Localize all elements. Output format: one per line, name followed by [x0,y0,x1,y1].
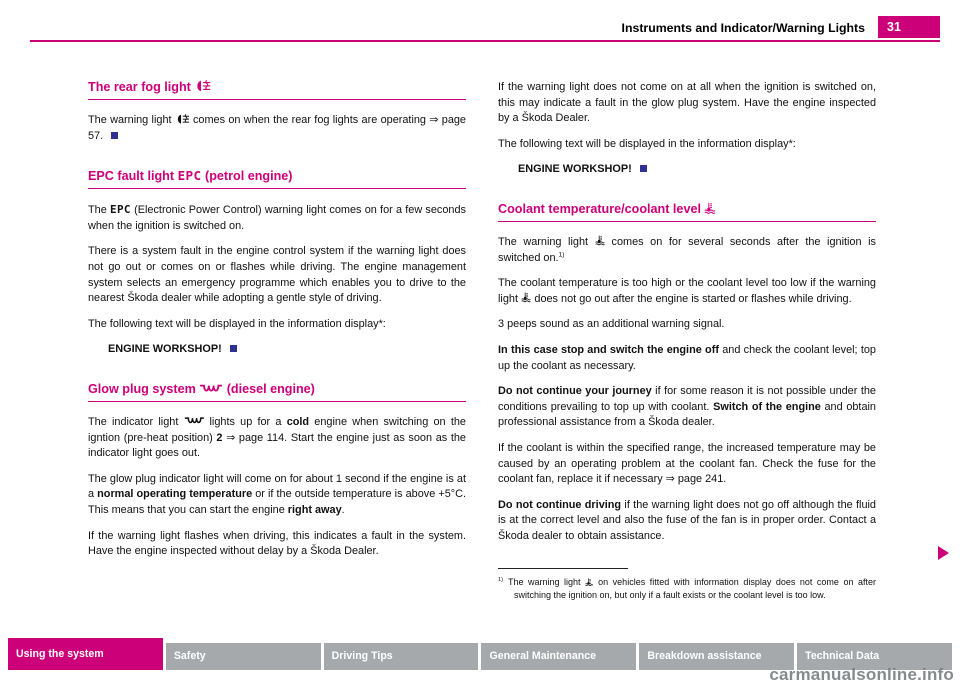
text-segment: The warning light [88,114,175,126]
footnote-rule [498,568,628,569]
text-segment: If the warning light flashes when driving, this indicates a fault in the system. Have the engine inspected without delay by a Škoda Dealer. [88,529,466,558]
left-sections [88,80,466,560]
text-segment: The following text will be displayed in the information display*: [498,137,796,150]
text-segment: (diesel engine) [223,381,315,396]
section-heading [88,168,466,189]
manual-section [88,168,466,358]
manual-section [88,80,466,144]
paragraph [498,276,876,307]
text-segment: if for some reason it is not possible under the conditions prevailing to top up with coolant. [498,385,876,413]
right-column [498,80,876,602]
text-segment: In this case stop and switch the engine off [498,343,719,356]
text-segment: If the coolant is within the specified range, the increased temperature may be caused by an operating problem at the coolant fan. Check the fuse for the coolant fan, replace it if necessary ⇒ page 241. [498,441,876,486]
footer-tab-technical-data[interactable]: Technical Data [797,643,952,670]
watermark: carmanualsonline.info [769,665,954,684]
manual-section [498,80,876,178]
text-segment: The indicator light [88,415,184,428]
text-segment: Switch of the engine [713,400,821,413]
text-segment: ⇒ page 114. Start the engine just as soon as the indicator light goes out. [88,431,466,460]
text-segment: (Electronic Power Control) warning light comes on for a few seconds when the ignition is switched on. [88,204,466,232]
text-segment: The [88,204,110,217]
glow-plug-icon [199,382,223,396]
paragraph [88,529,466,560]
paragraph [88,415,466,462]
text-segment: comes on when the rear fog lights are operating ⇒ page 57. [88,114,466,142]
text-segment: does not go out after the engine is started or flashes while driving. [531,292,852,305]
footer-tab-driving-tips[interactable]: Driving Tips [324,643,479,670]
text-segment: if the warning light does not go off although the fluid is at the correct level and also the fuse of the fan is in proper order. Contact a Škoda dealer to obtain assistance. [498,498,876,542]
end-of-section-marker [111,132,118,139]
footer-tab-breakdown-assistance[interactable]: Breakdown assistance [639,643,794,670]
continuation-arrow-icon [938,546,949,560]
text-segment: and obtain professional assistance from a Škoda dealer. [498,400,876,429]
paragraph [88,317,466,333]
paragraph [498,384,876,431]
text-segment: EPC fault light [88,169,178,184]
left-column [88,80,466,602]
text-segment: . [341,503,345,516]
paragraph [498,80,876,127]
paragraph [498,343,876,374]
rear-fog-light-icon [175,114,190,126]
text-segment: The warning light [498,235,595,248]
display-message [88,342,466,358]
paragraph [498,317,876,333]
text-segment: on vehicles fitted with information display does not come on after switching the ignition on, but only if a fault exists or the coolant level is too low. [514,577,876,601]
text-segment: ENGINE WORKSHOP! [108,343,225,356]
paragraph [498,235,876,266]
right-sections [498,80,876,544]
text-segment: If the warning light does not come on at all when the ignition is switched on, this may indicate a fault in the glow plug system. Have the engine inspected by a Škoda Dealer. [498,81,876,125]
text-segment: comes on for several seconds after the ignition is switched on. [498,235,876,264]
coolant-temperature-icon [585,577,594,587]
section-heading [88,382,466,402]
epc-symbol: EPC [110,203,131,217]
page-number-badge [878,16,940,38]
rear-fog-light-icon [194,80,211,94]
manual-section [88,382,466,560]
glow-plug-icon [184,416,205,428]
text-segment: cold [286,415,310,428]
text-segment: There is a system fault in the engine control system if the warning light does not go out or comes on or flashes while driving. The engine management system selects an emergency programme which enables you to drive to the nearest Škoda dealer while adopting a gentle style of driving. [88,245,466,305]
text-segment: Do not continue your journey [498,385,652,398]
text-segment: (petrol engine) [201,169,293,184]
end-of-section-marker [640,165,647,172]
section-heading [88,80,466,100]
display-message [498,162,876,178]
header-rule [30,40,940,42]
paragraph [498,441,876,488]
text-segment: The coolant temperature is too high or the coolant level too low if the warning light [498,277,876,305]
end-of-section-marker [230,345,237,352]
paragraph [88,472,466,519]
footnote-text [498,576,876,601]
paragraph [88,202,466,234]
footer-tab-safety[interactable]: Safety [166,643,321,670]
footnote-reference: 1) [498,577,503,584]
paragraph [498,498,876,545]
coolant-temperature-icon [704,202,716,216]
text-segment: The following text will be displayed in the information display*: [88,317,386,330]
text-segment: ENGINE WORKSHOP! [518,163,635,176]
coolant-temperature-icon [521,293,531,305]
footer-tab-using-the-system[interactable]: Using the system [8,638,163,670]
page-number: 31 [887,20,901,34]
text-segment: 2 [216,431,223,444]
paragraph [88,113,466,144]
text-segment: The glow plug indicator light will come on for about 1 second if the engine is at a [88,472,466,501]
footnote-reference: 1) [558,250,565,258]
text-segment: lights up for a [204,415,287,428]
page-title: Instruments and Indicator/Warning Lights [621,21,865,35]
paragraph [498,137,876,153]
text-segment: right away [287,503,342,516]
footnote [498,568,876,601]
text-segment: engine when switching on the igntion (pre-heat position) [88,415,466,444]
content-columns [88,80,876,602]
text-segment: or if the outside temperature is above +5°C. This means that you can start the engine [88,488,467,516]
footer-tab-general-maintenance[interactable]: General Maintenance [481,643,636,670]
text-segment: Glow plug system [88,381,200,396]
text-segment: Coolant temperature/coolant level [498,201,705,216]
manual-section [498,202,876,545]
coolant-temperature-icon [595,236,605,248]
text-segment: The warning light [507,577,586,588]
epc-symbol: EPC [177,168,202,184]
text-segment: normal operating temperature [97,488,253,501]
text-segment: Do not continue driving [498,498,622,511]
text-segment: and check the coolant level; top up the coolant as necessary. [498,343,876,372]
text-segment: The rear fog light [88,80,195,94]
section-heading [498,202,876,222]
text-segment: 3 peeps sound as an additional warning signal. [498,318,725,331]
paragraph [88,244,466,306]
